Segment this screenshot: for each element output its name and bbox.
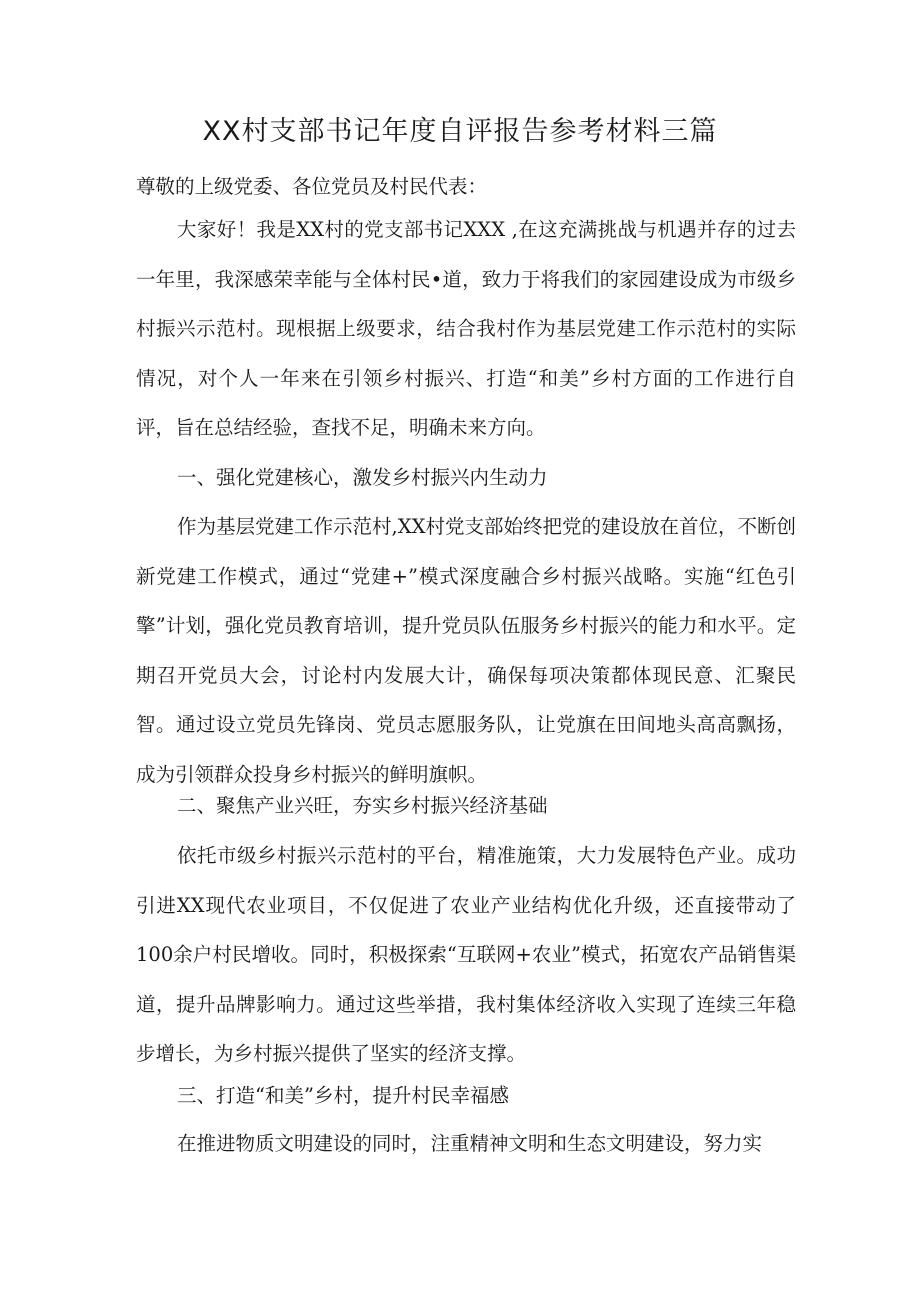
section-heading-2: 二、聚焦产业兴旺，夯实乡村振兴经济基础: [177, 794, 548, 817]
paragraph-industry: 依托市级乡村振兴示范村的平台，精准施策，大力发展特色产业。成功引进XX现代农业项目，不仅促进了农业产业结构优化升级，还直接带动了100余户村民增收。同时，积极探索“互联网+农业”模式，拓宽农产品销售渠道，提升品牌影响力。通过这些举措，我村集体经济收入实现了连续三年稳步增长，为乡村振兴提供了坚实的经济支撑。: [136, 844, 796, 1065]
paragraph-intro: 大家好！我是XX村的党支部书记XXX ,在这充满挑战与机遇并存的过去一年里，我深感荣幸能与全体村民•道，致力于将我们的家园建设成为市级乡村振兴示范村。现根据上级要求，结合我村作为基层党建工作示范村的实际情况，对个人一年来在引领乡村振兴、打造“和美”乡村方面的工作进行自评，旨在总结经验，查找不足，明确未来方向。: [136, 218, 796, 439]
section-heading-1: 一、强化党建核心，激发乡村振兴内生动力: [177, 466, 548, 489]
document-title: XX村支部书记年度自评报告参考材料三篇: [202, 116, 718, 147]
section-heading-3: 三、打造“和美”乡村，提升村民幸福感: [177, 1084, 509, 1107]
salutation: 尊敬的上级党委、各位党员及村民代表：: [136, 175, 488, 198]
paragraph-harmony: 在推进物质文明建设的同时，注重精神文明和生态文明建设，努力实: [177, 1132, 763, 1155]
paragraph-party-building: 作为基层党建工作示范村,XX村党支部始终把党的建设放在首位，不断创新党建工作模式，通过“党建+”模式深度融合乡村振兴战略。实施“红色引擎”计划，强化党员教育培训，提升党员队伍服务乡村振兴的能力和水平。定期召开党员大会，讨论村内发展大计，确保每项决策都体现民意、汇聚民智。通过设立党员先锋岗、党员志愿服务队，让党旗在田间地头高高飘扬，成为引领群众投身乡村振兴的鲜明旗帜。: [136, 515, 796, 786]
